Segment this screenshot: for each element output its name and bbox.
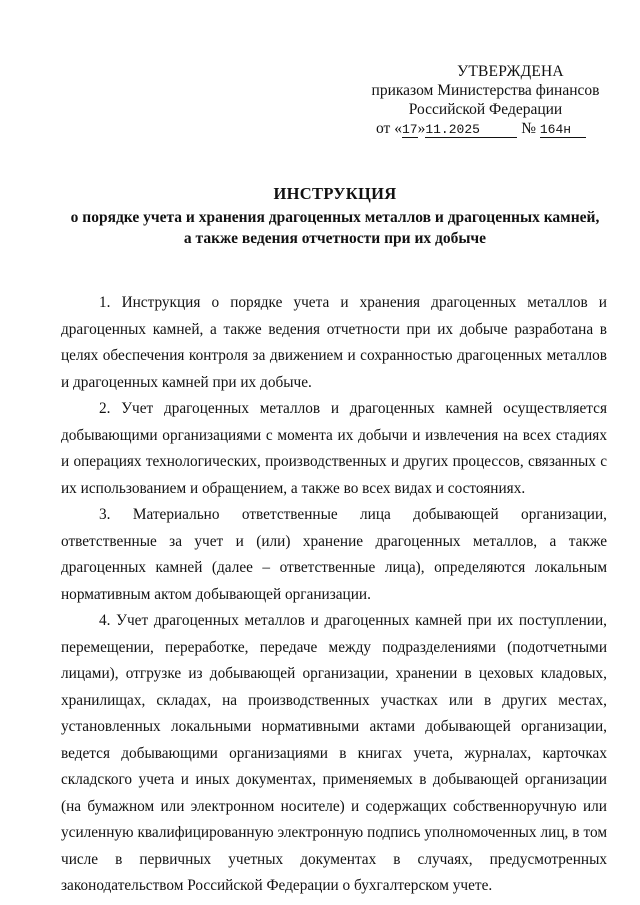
paragraph-3: 3. Материально ответственные лица добывающей организации, ответственные за учет и (или) хранение драгоценных металлов, а также драгоценных камней (далее – ответственные лица), определяются локальным нормативным актом добывающей организации.: [61, 506, 607, 603]
approval-title: УТВЕРЖДЕНА: [457, 63, 564, 80]
approval-order-line: [368, 119, 603, 138]
order-prefix: от «: [376, 120, 402, 137]
order-date: 11.2025: [425, 123, 517, 138]
order-number: 164н: [540, 123, 586, 138]
order-number-sign: №: [521, 120, 536, 137]
approval-stamp: [368, 62, 603, 138]
order-day: 17: [401, 122, 418, 137]
document-subtitle-line1: о порядке учета и хранения драгоценных металлов и драгоценных камней,: [70, 209, 600, 226]
approval-issuer: приказом Министерства финансов: [371, 82, 600, 99]
order-mid: »: [417, 120, 426, 137]
document-subtitle-line2: а также ведения отчетности при их добыче: [183, 230, 487, 247]
document-title: ИНСТРУКЦИЯ: [273, 184, 397, 203]
paragraph-4: 4. Учет драгоценных металлов и драгоценных камней при их поступлении, перемещении, переработке, передаче между подразделениями (подотчетными лицами), отгрузке из добывающей организации, хранении в цеховых кладовых, хранилищах, складах, на производственных участках или в других местах, установленных локальными нормативными актами добывающей организации, ведется добывающими организациями в книгах учета, журналах, карточках складского учета и иных документах, применяемых в добывающей организации (на бумажном или электронном носителе) и содержащих собственноручную или усиленную квалифицированную электронную подпись уполномоченных лиц, в том числе в первичных учетных документах в случаях, предусмотренных законодательством Российской Федерации о бухгалтерском учете.: [61, 612, 607, 894]
paragraph-1: 1. Инструкция о порядке учета и хранения драгоценных металлов и драгоценных камней, а также ведения отчетности при их добыче разработана в целях обеспечения контроля за движением и сохранностью драгоценных металлов и драгоценных камней при их добыче.: [61, 294, 607, 391]
document-body: [61, 290, 607, 900]
paragraph-2: 2. Учет драгоценных металлов и драгоценных камней осуществляется добывающими организациями с момента их добычи и извлечения на всех стадиях и операциях технологических, производственных и других процессов, связанных с их использованием и обращением, а также во всех видах и состояниях.: [61, 400, 607, 497]
document-title-block: [40, 183, 630, 249]
approval-issuer-country: Российской Федерации: [408, 101, 563, 118]
